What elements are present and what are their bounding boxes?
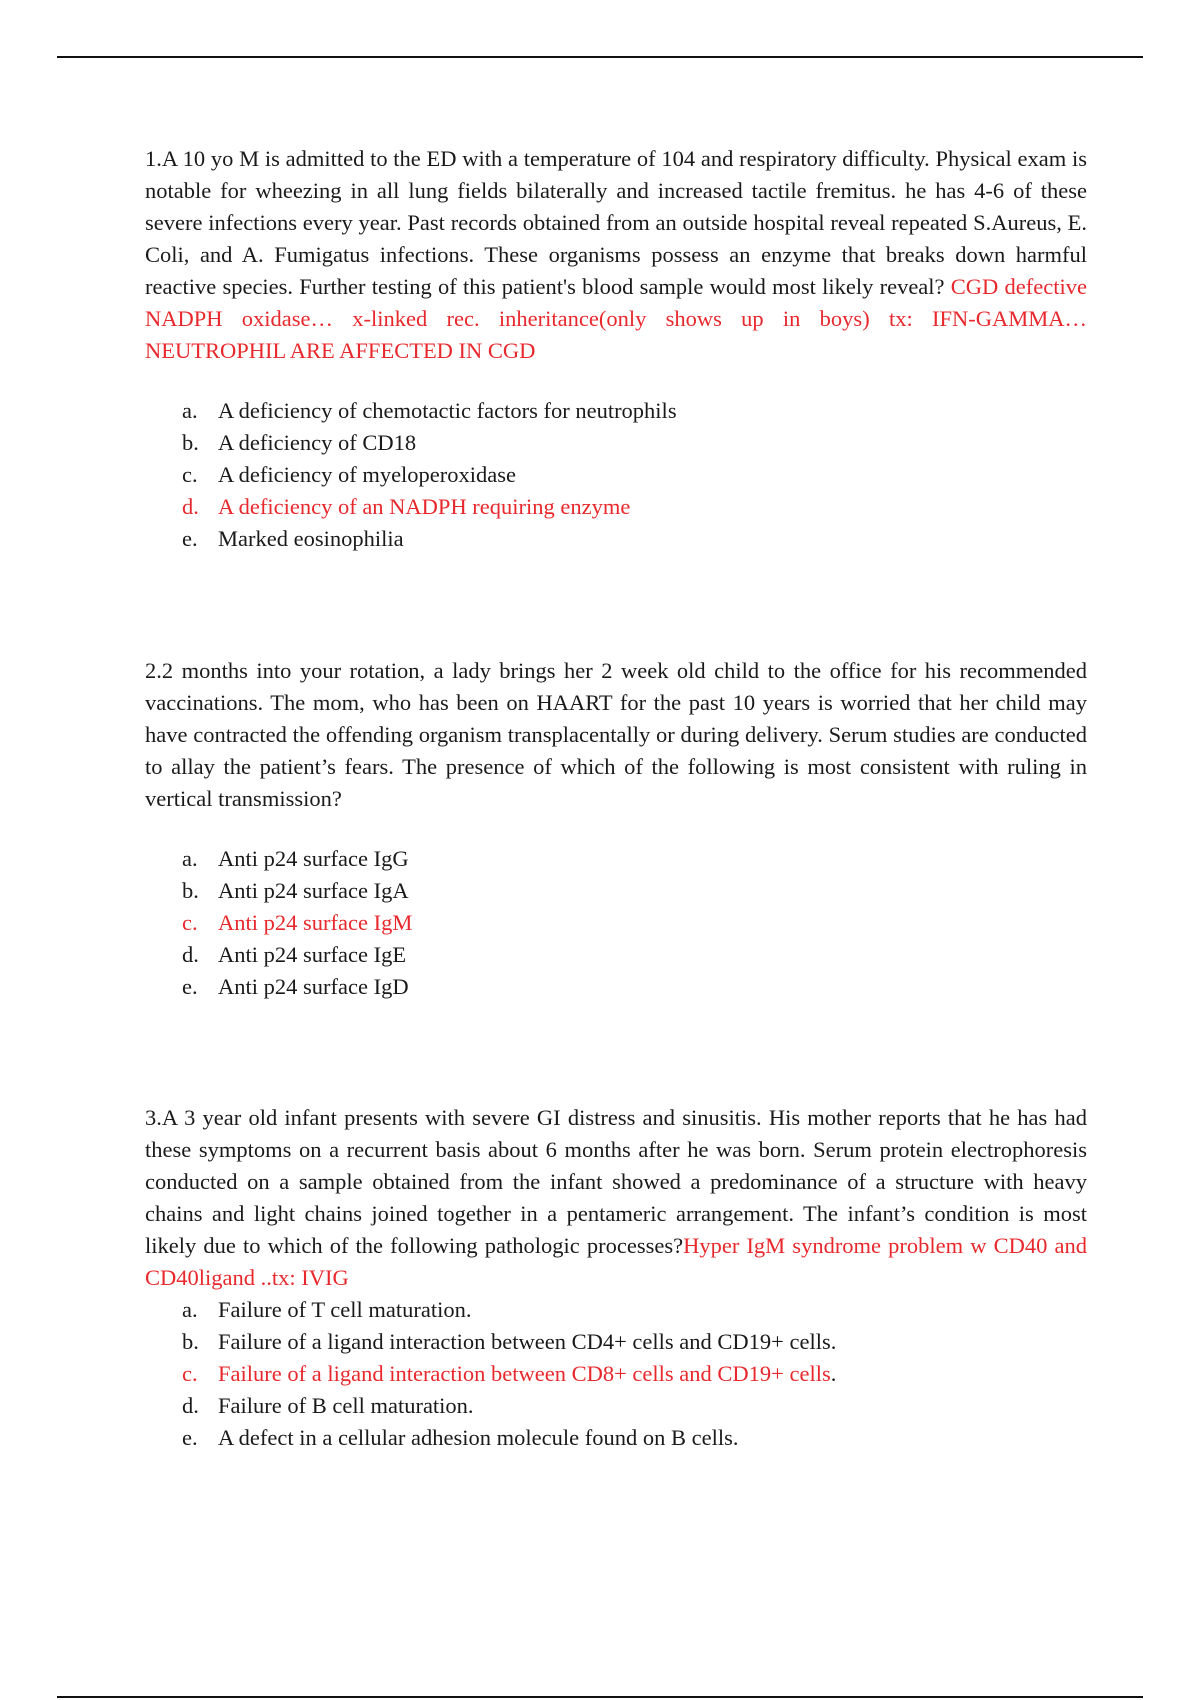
choice-letter: d. [182, 494, 199, 519]
question-2-choice-d [145, 939, 1087, 971]
choice-letter: c. [182, 910, 198, 935]
question-2-choice-b [145, 875, 1087, 907]
question-3-choice-c-correct [145, 1358, 1087, 1390]
choice-text: Failure of B cell maturation. [218, 1393, 474, 1418]
choice-period: . [830, 1361, 837, 1386]
choice-letter: b. [182, 430, 199, 455]
question-1-choice-b [145, 427, 1087, 459]
question-1-stem [145, 143, 1087, 367]
question-1-choice-a [145, 395, 1087, 427]
choice-text: Failure of a ligand interaction between CD4+ cells and CD19+ cells. [218, 1329, 837, 1354]
question-3-choice-e [145, 1422, 1087, 1454]
question-2-choice-e [145, 971, 1087, 1003]
question-3-choice-a [145, 1294, 1087, 1326]
question-3-stem-text: 3.A 3 year old infant presents with severe GI distress and sinusitis. His mother reports that he has had these symptoms on a recurrent basis about 6 months after he was born. Serum protein electrophoresis conducted on a sample obtained from the infant showed a predominance of a structure with heavy chains and light chains joined together in a pentameric arrangement. The infant’s condition is most likely due to which of the following pathologic processes? [145, 1105, 1087, 1258]
choice-text: Anti p24 surface IgE [218, 942, 407, 967]
question-2-choices [145, 843, 1087, 1003]
choice-letter: c. [182, 1361, 198, 1386]
choice-letter: c. [182, 462, 198, 487]
choice-letter: e. [182, 974, 198, 999]
choice-letter: a. [182, 398, 198, 423]
choice-text: A defect in a cellular adhesion molecule found on B cells. [218, 1425, 739, 1450]
choice-text: A deficiency of an NADPH requiring enzyme [218, 494, 631, 519]
choice-text: Anti p24 surface IgG [218, 846, 409, 871]
choice-text: Marked eosinophilia [218, 526, 404, 551]
question-1-choice-e [145, 523, 1087, 555]
choice-letter: b. [182, 878, 199, 903]
question-3-choices [145, 1294, 1087, 1454]
question-3 [145, 1102, 1087, 1454]
choice-text: A deficiency of chemotactic factors for neutrophils [218, 398, 677, 423]
question-2-choice-c-correct [145, 907, 1087, 939]
question-1-stem-text: 1.A 10 yo M is admitted to the ED with a temperature of 104 and respiratory difficulty. Physical exam is notable for wheezing in all lung fields bilaterally and increased tactile fremitus. he has 4-6 of these severe infections every year. Past records obtained from an outside hospital reveal repeated S.Aureus, E. Coli, and A. Fumigatus infections. These organisms possess an enzyme that breaks down harmful reactive species. Further testing of this patient's blood sample would most likely reveal? [145, 146, 1087, 299]
question-1-choice-d-correct [145, 491, 1087, 523]
choice-text: Anti p24 surface IgM [218, 910, 413, 935]
choice-text: Failure of a ligand interaction between CD8+ cells and CD19+ cells [218, 1361, 831, 1386]
choice-text: A deficiency of CD18 [218, 430, 417, 455]
choice-letter: d. [182, 1393, 199, 1418]
question-1-choice-c [145, 459, 1087, 491]
question-3-answer-note: Hyper IgM syndrome problem w CD40 and CD40ligand ..tx: IVIG [145, 1233, 1088, 1290]
choice-text: Failure of T cell maturation. [218, 1297, 472, 1322]
choice-letter: e. [182, 1425, 198, 1450]
question-2 [145, 655, 1087, 1003]
choice-text: Anti p24 surface IgD [218, 974, 409, 999]
question-2-stem-text: 2.2 months into your rotation, a lady brings her 2 week old child to the office for his recommended vaccinations. The mom, who has been on HAART for the past 10 years is worried that her child may have contracted the offending organism transplacentally or during delivery. Serum studies are conducted to allay the patient’s fears. The presence of which of the following is most consistent with ruling in vertical transmission? [145, 658, 1087, 811]
question-3-choice-b [145, 1326, 1087, 1358]
question-1 [145, 143, 1087, 555]
choice-letter: a. [182, 1297, 198, 1322]
choice-text: A deficiency of myeloperoxidase [218, 462, 517, 487]
choice-letter: d. [182, 942, 199, 967]
question-1-choices [145, 395, 1087, 555]
question-2-choice-a [145, 843, 1087, 875]
top-rule [57, 56, 1143, 58]
choice-letter: a. [182, 846, 198, 871]
question-3-choice-d [145, 1390, 1087, 1422]
question-2-stem [145, 655, 1087, 815]
bottom-rule [57, 1696, 1143, 1698]
choice-text: Anti p24 surface IgA [218, 878, 409, 903]
question-3-stem [145, 1102, 1087, 1294]
choice-letter: e. [182, 526, 198, 551]
question-1-answer-note: CGD defective NADPH oxidase… x-linked rec. inheritance(only shows up in boys) tx: IFN-GAMMA… NEUTROPHIL ARE AFFECTED IN CGD [145, 274, 1087, 363]
choice-letter: b. [182, 1329, 199, 1354]
